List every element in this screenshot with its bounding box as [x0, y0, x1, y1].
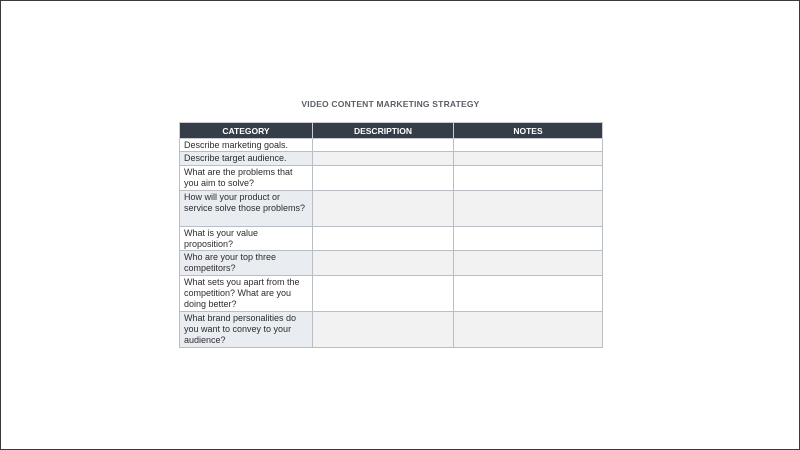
description-cell[interactable]: [313, 152, 454, 165]
description-cell[interactable]: [313, 165, 454, 190]
category-cell: What brand personalities do you want to convey to your audience?: [180, 311, 313, 347]
description-cell[interactable]: [313, 139, 454, 152]
description-cell[interactable]: [313, 190, 454, 226]
strategy-table: [179, 122, 603, 348]
header-description: DESCRIPTION: [313, 123, 454, 139]
table-header-row: [180, 123, 603, 139]
header-notes: NOTES: [454, 123, 603, 139]
description-cell[interactable]: [313, 275, 454, 311]
category-cell: Describe marketing goals.: [180, 139, 313, 152]
notes-cell[interactable]: [454, 165, 603, 190]
table-row: [180, 139, 603, 152]
category-cell: What sets you apart from the competition? What are you doing better?: [180, 275, 313, 311]
category-cell: What is your value proposition?: [180, 226, 313, 251]
description-cell[interactable]: [313, 226, 454, 251]
table-row: [180, 152, 603, 165]
table-row: [180, 226, 603, 251]
category-cell: Describe target audience.: [180, 152, 313, 165]
table-row: [180, 190, 603, 226]
description-cell[interactable]: [313, 251, 454, 276]
header-category: CATEGORY: [180, 123, 313, 139]
notes-cell[interactable]: [454, 311, 603, 347]
notes-cell[interactable]: [454, 190, 603, 226]
table-row: [180, 251, 603, 276]
notes-cell[interactable]: [454, 251, 603, 276]
document-title: VIDEO CONTENT MARKETING STRATEGY: [301, 99, 480, 109]
notes-cell[interactable]: [454, 226, 603, 251]
category-cell: Who are your top three competitors?: [180, 251, 313, 276]
notes-cell[interactable]: [454, 139, 603, 152]
notes-cell[interactable]: [454, 152, 603, 165]
notes-cell[interactable]: [454, 275, 603, 311]
description-cell[interactable]: [313, 311, 454, 347]
category-cell: What are the problems that you aim to solve?: [180, 165, 313, 190]
table-row: [180, 311, 603, 347]
table-row: [180, 275, 603, 311]
table-row: [180, 165, 603, 190]
category-cell: How will your product or service solve those problems?: [180, 190, 313, 226]
